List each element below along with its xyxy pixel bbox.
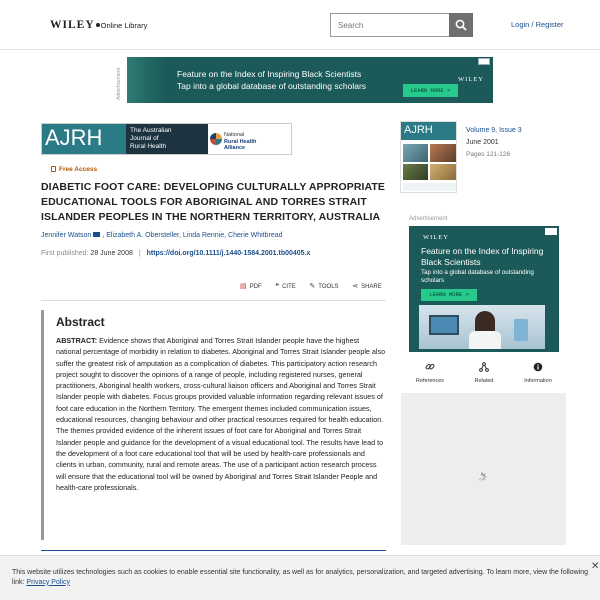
- author-separator: ,: [224, 232, 229, 239]
- share-icon: ⋖: [352, 283, 359, 290]
- author-link[interactable]: Cherie Whitbread: [228, 232, 283, 239]
- cookie-banner: [0, 555, 600, 600]
- share-button[interactable]: [352, 284, 382, 290]
- cover-header: [401, 122, 457, 140]
- issue-pages: Pages 121-126: [466, 151, 511, 158]
- top-header: [0, 0, 600, 50]
- cover-image: [430, 144, 456, 162]
- partner-line-1: National: [224, 132, 245, 138]
- adchoices-icon[interactable]: [478, 58, 490, 65]
- loading-spinner-icon: [477, 472, 487, 482]
- cookie-text: [12, 568, 592, 587]
- journal-name-line-1: The Australian: [130, 127, 172, 134]
- abstract-heading: Abstract: [56, 315, 105, 329]
- search-button[interactable]: [449, 13, 473, 37]
- pdf-button[interactable]: [240, 284, 262, 290]
- nrha-logo-icon: [210, 133, 222, 145]
- side-tabs: [401, 362, 565, 392]
- author-link[interactable]: Jennifer Watson: [41, 232, 92, 239]
- cookie-message: This website utilizes technologies such as cookies to enable essential site functionality, as well as for analytics, personalization, and targeted advertising. To learn more, view the following link:: [12, 569, 588, 586]
- tab-references-label: References: [415, 378, 445, 384]
- author-list: [41, 232, 283, 239]
- photo-flask: [514, 319, 528, 341]
- cover-footer: [403, 183, 456, 191]
- pdf-label: PDF: [249, 284, 262, 290]
- tools-button[interactable]: [309, 284, 338, 290]
- privacy-policy-link[interactable]: Privacy Policy: [26, 578, 70, 586]
- side-ad-subtext: Tap into a global database of outstanding scholars: [421, 269, 534, 284]
- side-ad-headline: Feature on the Index of Inspiring Black Scientists: [421, 246, 544, 267]
- cover-image: [430, 164, 456, 180]
- open-lock-icon: [51, 166, 56, 172]
- link-icon: [403, 362, 457, 372]
- logo-dot: [96, 23, 100, 27]
- photo-monitor: [429, 315, 459, 335]
- close-icon[interactable]: ✕: [591, 561, 600, 572]
- author-link[interactable]: Linda Rennie: [182, 232, 225, 239]
- adchoices-icon[interactable]: [545, 228, 557, 235]
- cite-button[interactable]: [275, 284, 295, 290]
- side-ad-photo: [419, 305, 545, 349]
- tab-related[interactable]: [457, 362, 511, 384]
- tab-related-label: Related: [474, 378, 494, 384]
- journal-banner[interactable]: [41, 123, 292, 155]
- ad-learn-more-button[interactable]: LEARN MORE >: [403, 84, 458, 97]
- cover-image: [403, 164, 428, 180]
- quote-icon: ❝: [275, 283, 280, 290]
- journal-banner-teal: [42, 124, 208, 154]
- abstract-body: Evidence shows that Aboriginal and Torres Strait Islander people have the highest national percentage of morbidity in relation to diabetes. Aboriginal and Torres Strait Islander people also suffer the greatest risk of amputation as a complication of diabetes. This participatory action research project sought to discover the opinions of a range of people, including registered nurses, general practitioners, Aboriginal health workers, cross-cultural liaison officers and Aboriginal and Torres Strait Islander people with diabetes. Focus groups provided valuable information regarding relevant issues of foot care education in the Northern Territory. The emergent themes included communication issues, educational resources, changing behaviour and other practical resources required for health education. The themes provided evidence of the inherent issues of foot care for Aboriginal and Torres Strait Islander people and guidance for the development of a visual educational tool. The results have lead to the development of a foot care educational tool that will be used by health-care professionals and clients in urban, community, rural and remote areas. The use of a participant action research process will ensure that the educational tool will be owned by Aboriginal and Torres Strait Islander People and health-care professionals.: [56, 336, 386, 492]
- tab-information[interactable]: [511, 362, 565, 384]
- top-advertisement[interactable]: [127, 57, 493, 103]
- journal-cover-thumbnail[interactable]: [400, 121, 457, 193]
- journal-abbreviation: AJRH: [45, 125, 103, 150]
- author-separator: ,: [102, 232, 107, 239]
- tools-label: TOOLS: [318, 284, 339, 290]
- side-advertisement[interactable]: [409, 226, 559, 352]
- cite-label: CITE: [282, 284, 296, 290]
- publication-info: [41, 250, 310, 257]
- first-published-date: 28 June 2008: [90, 250, 133, 257]
- partner-line-3: Alliance: [224, 145, 246, 151]
- wrench-icon: ✎: [309, 283, 316, 290]
- ad-decor-stripe: [127, 57, 167, 103]
- section-divider: [41, 550, 386, 551]
- side-ad-label: Advertisement: [409, 216, 448, 222]
- doi-link[interactable]: https://doi.org/10.1111/j.1440-1584.2001.tb00405.x: [146, 250, 311, 257]
- search-icon: [455, 19, 467, 31]
- journal-name-line-2: Journal of: [130, 135, 159, 142]
- abstract-text: [56, 335, 386, 493]
- side-ad-brand: WILEY: [423, 234, 449, 241]
- login-register-link[interactable]: Login / Register: [511, 20, 564, 29]
- ad-line-1: Feature on the Index of Inspiring Black Scientists: [177, 69, 362, 79]
- ad-wiley-brand: WILEY: [458, 76, 484, 83]
- issue-date: June 2001: [466, 139, 499, 146]
- cover-abbr: AJRH: [404, 124, 433, 136]
- partner-name: [224, 132, 256, 152]
- author-link[interactable]: Elizabeth A. Obersteller: [106, 232, 179, 239]
- first-published-label: First published:: [41, 250, 89, 257]
- free-access-badge: [51, 166, 97, 173]
- share-label: SHARE: [361, 284, 382, 290]
- tab-references[interactable]: [403, 362, 457, 384]
- ad-line-2: Tap into a global database of outstanding scholars: [177, 81, 367, 91]
- search-input[interactable]: [331, 14, 451, 36]
- pdf-icon: ▤: [240, 283, 247, 290]
- network-icon: [457, 362, 511, 372]
- article-toolbar: [240, 282, 394, 290]
- article-title: DIABETIC FOOT CARE: DEVELOPING CULTURALLY APPROPRIATE EDUCATIONAL TOOLS FOR ABORIGINAL AND TORRES STRAIT ISLANDER PEOPLES IN THE NORTHERN TERRITORY, AUSTRALIA: [41, 181, 386, 223]
- wiley-online-library-logo[interactable]: [50, 19, 147, 31]
- journal-name-block: [126, 124, 208, 154]
- journal-name-line-3: Rural Health: [130, 143, 167, 150]
- photo-lab-coat: [469, 331, 501, 349]
- ad-label: Advertisement: [116, 68, 122, 100]
- side-panel-content: [401, 393, 566, 545]
- abstract-lead: ABSTRACT:: [56, 336, 98, 345]
- author-separator: ,: [178, 232, 183, 239]
- abstract-section: [41, 310, 386, 540]
- email-icon[interactable]: [93, 232, 100, 237]
- side-ad-learn-more-button[interactable]: LEARN MORE >: [421, 289, 477, 301]
- toolbar-divider: [41, 300, 386, 301]
- issue-volume-link[interactable]: Volume 9, Issue 3: [466, 127, 522, 134]
- info-icon: [511, 362, 565, 372]
- partner-line-2: Rural Health: [224, 138, 257, 145]
- logo-online-text: Online Library: [100, 21, 148, 30]
- cover-image: [403, 144, 428, 162]
- search-box: [330, 13, 473, 37]
- free-access-label: Free Access: [59, 166, 98, 173]
- journal-name: [130, 127, 172, 151]
- logo-wiley-text: WILEY: [50, 19, 95, 31]
- tab-information-label: Information: [524, 378, 552, 384]
- pub-separator: |: [138, 250, 141, 257]
